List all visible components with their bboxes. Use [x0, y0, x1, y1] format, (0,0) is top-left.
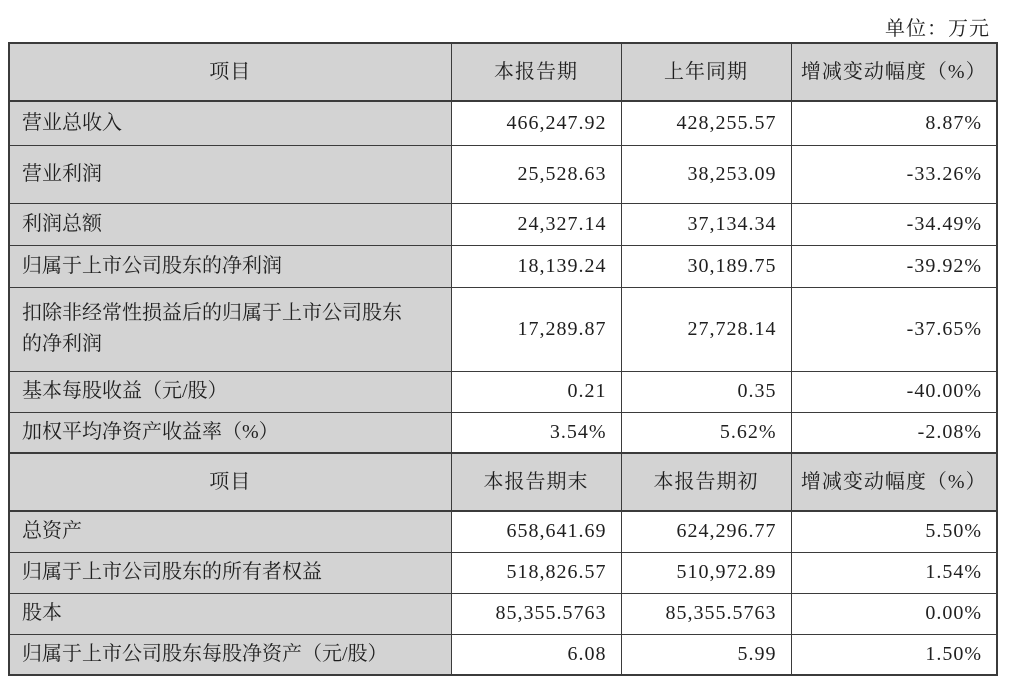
prior-value-cell: 37,134.34 — [621, 203, 791, 245]
row-label: 基本每股收益（元/股） — [9, 371, 451, 412]
table-row — [9, 287, 997, 371]
current-value-cell: 85,355.5763 — [451, 593, 621, 634]
col-header-change-pct: 增减变动幅度（%） — [791, 453, 997, 511]
prior-value-cell: 85,355.5763 — [621, 593, 791, 634]
col-header-period-start: 本报告期初 — [621, 453, 791, 511]
change-pct-cell: 0.00% — [791, 593, 997, 634]
prior-value-cell: 27,728.14 — [621, 287, 791, 371]
col-header-item: 项目 — [9, 453, 451, 511]
row-label: 营业总收入 — [9, 101, 451, 145]
row-label: 扣除非经常性损益后的归属于上市公司股东的净利润 — [9, 287, 451, 371]
current-value-cell: 658,641.69 — [451, 511, 621, 552]
current-value-cell: 17,289.87 — [451, 287, 621, 371]
change-pct-cell: 1.50% — [791, 634, 997, 675]
prior-value-cell: 624,296.77 — [621, 511, 791, 552]
section2-header-row — [9, 453, 997, 511]
change-pct-cell: -2.08% — [791, 412, 997, 453]
prior-value-cell: 30,189.75 — [621, 245, 791, 287]
table-row — [9, 245, 997, 287]
table-row — [9, 552, 997, 593]
current-value-cell: 18,139.24 — [451, 245, 621, 287]
change-pct-cell: -40.00% — [791, 371, 997, 412]
current-value-cell: 6.08 — [451, 634, 621, 675]
table-row — [9, 634, 997, 675]
change-pct-cell: 8.87% — [791, 101, 997, 145]
col-header-current-period: 本报告期 — [451, 43, 621, 101]
prior-value-cell: 5.99 — [621, 634, 791, 675]
current-value-cell: 25,528.63 — [451, 145, 621, 203]
col-header-change-pct: 增减变动幅度（%） — [791, 43, 997, 101]
row-label: 利润总额 — [9, 203, 451, 245]
prior-value-cell: 510,972.89 — [621, 552, 791, 593]
section1-header-row — [9, 43, 997, 101]
current-value-cell: 466,247.92 — [451, 101, 621, 145]
row-label: 营业利润 — [9, 145, 451, 203]
prior-value-cell: 428,255.57 — [621, 101, 791, 145]
table-row — [9, 371, 997, 412]
current-value-cell: 518,826.57 — [451, 552, 621, 593]
table-row — [9, 593, 997, 634]
financial-summary-table — [8, 42, 998, 676]
change-pct-cell: 5.50% — [791, 511, 997, 552]
current-value-cell: 24,327.14 — [451, 203, 621, 245]
row-label: 加权平均净资产收益率（%） — [9, 412, 451, 453]
change-pct-cell: -39.92% — [791, 245, 997, 287]
table-row — [9, 145, 997, 203]
change-pct-cell: -37.65% — [791, 287, 997, 371]
col-header-period-end: 本报告期末 — [451, 453, 621, 511]
current-value-cell: 0.21 — [451, 371, 621, 412]
table-row — [9, 203, 997, 245]
row-label: 归属于上市公司股东的净利润 — [9, 245, 451, 287]
row-label: 归属于上市公司股东的所有者权益 — [9, 552, 451, 593]
row-label: 股本 — [9, 593, 451, 634]
change-pct-cell: -33.26% — [791, 145, 997, 203]
col-header-item: 项目 — [9, 43, 451, 101]
table-row — [9, 412, 997, 453]
prior-value-cell: 0.35 — [621, 371, 791, 412]
table-row — [9, 101, 997, 145]
change-pct-cell: -34.49% — [791, 203, 997, 245]
prior-value-cell: 38,253.09 — [621, 145, 791, 203]
change-pct-cell: 1.54% — [791, 552, 997, 593]
prior-value-cell: 5.62% — [621, 412, 791, 453]
col-header-prior-period: 上年同期 — [621, 43, 791, 101]
row-label: 总资产 — [9, 511, 451, 552]
unit-label: 单位：万元 — [885, 18, 990, 40]
current-value-cell: 3.54% — [451, 412, 621, 453]
row-label: 归属于上市公司股东每股净资产（元/股） — [9, 634, 451, 675]
table-row — [9, 511, 997, 552]
